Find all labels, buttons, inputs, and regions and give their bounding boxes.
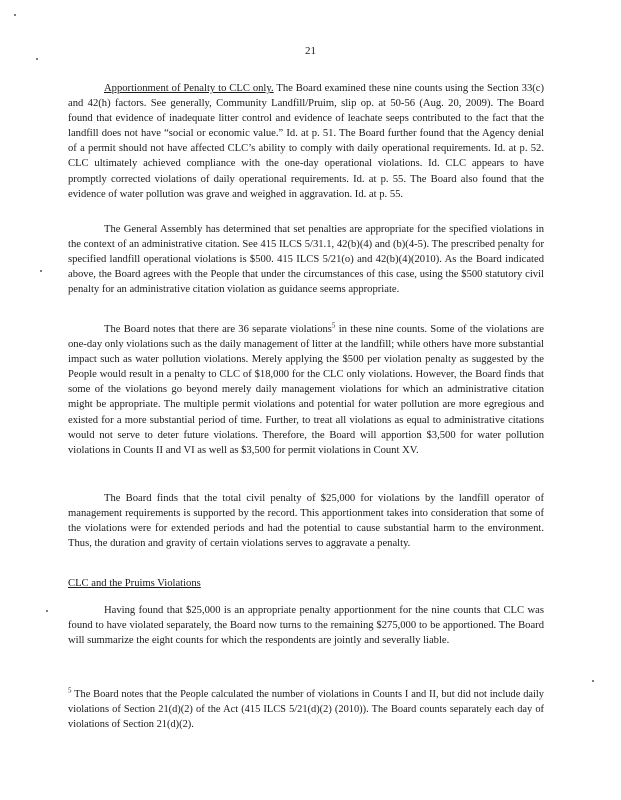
paragraph-separate-violations bbox=[68, 322, 544, 458]
paragraph-apportionment bbox=[68, 81, 544, 202]
scan-speck bbox=[14, 14, 16, 16]
scan-speck bbox=[592, 680, 594, 682]
paragraph-text: in these nine counts. Some of the violations are one-day only violations such as the daily management of litter at the landfill; while others have more substantial impact such as water pollution violations. Merely applying the $500 per violation penalty as suggested by the People would result in a penalty to CLC of $18,000 for the CLC only violations. However, the Board finds that some of the violations go beyond merely daily management violations for which an administrative citation might be appropriate. The multiple permit violations and potential for water pollution are more egregious and existed for a more substantial period of time. Further, to treat all violations as equal to administrative citations would not serve to deter future violations. Therefore, the Board will apportion $3,500 for water pollution violations in Counts II and VI as well as $3,500 for permit violations in Count XV. bbox=[68, 324, 544, 456]
footnote bbox=[68, 688, 544, 732]
page-number: 21 bbox=[305, 45, 316, 57]
paragraph-text: The Board notes that there are 36 separate violations bbox=[104, 324, 332, 335]
paragraph-general-assembly: The General Assembly has determined that set penalties are appropriate for the specified violations in the context of an administrative citation. See 415 ILCS 5/31.1, 42(b)(4) and (b)(4-5). The prescribed penalty for specified landfill operational violations is $500. 415 ILCS 5/21(o) and 42(b)(4)(2010). As the Board indicated above, the Board agrees with the People that under the circumstances of this case, using the $500 statutory civil penalty for an administrative citation violation as guidance seems appropriate. bbox=[68, 224, 544, 296]
section-heading: CLC and the Pruims Violations bbox=[68, 578, 201, 589]
paragraph-total-penalty: The Board finds that the total civil penalty of $25,000 for violations by the landfill operator of management requirements is supported by the record. This apportionment takes into consideration that some of the violations were for extended periods and had the potential to cause substantial harm to the environment. Thus, the duration and gravity of certain violations serves to aggravate a penalty. bbox=[68, 493, 544, 550]
footnote-reference: 5 bbox=[331, 321, 336, 330]
footnote-text: The Board notes that the People calculated the number of violations in Counts I and II, but did not include daily violations of Section 21(d)(2) of the Act (415 ILCS 5/21(d)(2) (2010)). The Board counts separately each day of violations of Section 21(d)(2). bbox=[68, 689, 544, 730]
scan-speck bbox=[46, 610, 48, 612]
footnote-marker: 5 bbox=[68, 686, 72, 695]
paragraph-remaining-apportionment: Having found that $25,000 is an appropriate penalty apportionment for the nine counts that CLC was found to have violated separately, the Board now turns to the remaining $275,000 to be apportioned. The Board will summarize the eight counts for which the respondents are jointly and severally liable. bbox=[68, 605, 544, 647]
paragraph-heading: Apportionment of Penalty to CLC only. bbox=[104, 83, 274, 94]
scan-speck bbox=[40, 270, 42, 272]
paragraph-text: The Board examined these nine counts using the Section 33(c) and 42(h) factors. See generally, Community Landfill/Pruim, slip op. at 50-56 (Aug. 20, 2009). The Board found that evidence of inadequate litter control and evidence of leachate seeps contributed to the fact that the landfill does not have “social or economic value.” Id. at p. 51. The Board further found that the Agency denial of a permit should not have affected CLC’s ability to comply with daily operational requirements. Id. at p. 52. CLC ultimately achieved compliance with the one-day operational violations. Id. CLC appears to have promptly corrected violations of daily operational requirements. Id. at p. 55. The Board also found that the evidence of water pollution was grave and weighed in aggravation. Id. at p. 55. bbox=[68, 83, 544, 200]
